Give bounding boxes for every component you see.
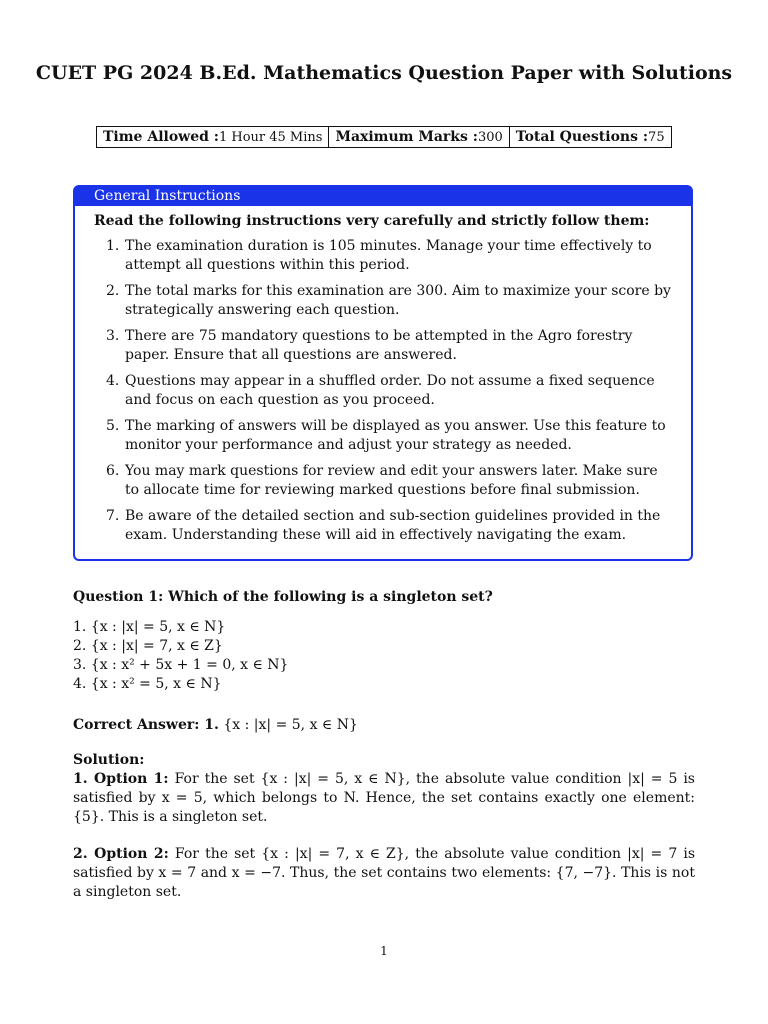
options-list [73, 618, 288, 694]
option-item: 3. {x : x² + 5x + 1 = 0, x ∈ N} [73, 657, 289, 673]
instruction-number: 5. [106, 418, 120, 434]
solution-option-label: 2. Option 2: [73, 846, 169, 862]
instruction-text: Questions may appear in a shuffled order. Do not assume a fixed sequence and focus on each question as you proceed. [125, 373, 655, 408]
instruction-number: 7. [106, 508, 120, 524]
page-number: 1 [380, 944, 388, 958]
instruction-number: 6. [106, 463, 120, 479]
solution-option-label: 1. Option 1: [73, 771, 169, 787]
instruction-item [75, 327, 691, 365]
total-questions-label: Total Questions : [515, 129, 649, 145]
solution-option-text: For the set {x : |x| = 5, x ∈ N}, the absolute value condition |x| = 5 is satisfied by x = 5, which belongs to N. Hence, the set contains exactly one element: {5}. This is a singleton set. [73, 771, 695, 825]
solution-heading: Solution: [73, 752, 145, 768]
instructions-header: General Instructions [75, 187, 691, 206]
instruction-text: There are 75 mandatory questions to be attempted in the Agro forestry paper. Ensure that all questions are answered. [125, 328, 633, 363]
total-questions-value: 75 [648, 130, 665, 145]
time-allowed-value: 1 Hour 45 Mins [218, 130, 323, 145]
time-allowed-cell [97, 127, 329, 148]
option-item: 1. {x : |x| = 5, x ∈ N} [73, 619, 226, 635]
question-text: Question 1: Which of the following is a singleton set? [73, 589, 493, 605]
instruction-text: You may mark questions for review and edit your answers later. Make sure to allocate time for reviewing marked questions before final submission. [125, 463, 658, 498]
instruction-text: The examination duration is 105 minutes. Manage your time effectively to attempt all questions within this period. [125, 238, 652, 273]
instruction-number: 2. [106, 283, 120, 299]
correct-answer [73, 717, 358, 733]
solution-paragraph [73, 770, 695, 827]
instruction-number: 1. [106, 238, 120, 254]
total-questions-cell [509, 127, 671, 148]
solution-paragraph [73, 845, 695, 902]
instruction-text: Be aware of the detailed section and sub-section guidelines provided in the exam. Understanding these will aid in effectively navigating the exam. [125, 508, 661, 543]
solution-section [73, 751, 695, 920]
instruction-item [75, 507, 691, 545]
correct-answer-value: {x : |x| = 5, x ∈ N} [223, 717, 358, 733]
instruction-text: The total marks for this examination are 300. Aim to maximize your score by strategically answering each question. [125, 283, 671, 318]
maximum-marks-cell [329, 127, 509, 148]
exam-info-table [96, 126, 672, 148]
instruction-item [75, 417, 691, 455]
maximum-marks-value: 300 [477, 130, 503, 145]
instruction-item [75, 462, 691, 500]
maximum-marks-label: Maximum Marks : [335, 129, 478, 145]
instruction-item [75, 237, 691, 275]
correct-answer-label: Correct Answer: 1. [73, 717, 219, 733]
page-title: CUET PG 2024 B.Ed. Mathematics Question Paper with Solutions [35, 62, 733, 84]
instruction-item [75, 372, 691, 410]
instruction-number: 3. [106, 328, 120, 344]
instruction-text: The marking of answers will be displayed as you answer. Use this feature to monitor your performance and adjust your strategy as needed. [125, 418, 666, 453]
option-item: 4. {x : x² = 5, x ∈ N} [73, 676, 222, 692]
time-allowed-label: Time Allowed : [103, 129, 219, 145]
instructions-lead: Read the following instructions very carefully and strictly follow them: [94, 213, 650, 229]
solution-option-text: For the set {x : |x| = 7, x ∈ Z}, the absolute value condition |x| = 7 is satisfied by x = 7 and x = −7. Thus, the set contains two elements: {7, −7}. This is not a singleton set. [73, 846, 696, 900]
instructions-list [75, 237, 691, 545]
instruction-number: 4. [106, 373, 120, 389]
option-item: 2. {x : |x| = 7, x ∈ Z} [73, 638, 223, 654]
instruction-item [75, 282, 691, 320]
general-instructions-box [73, 185, 693, 561]
